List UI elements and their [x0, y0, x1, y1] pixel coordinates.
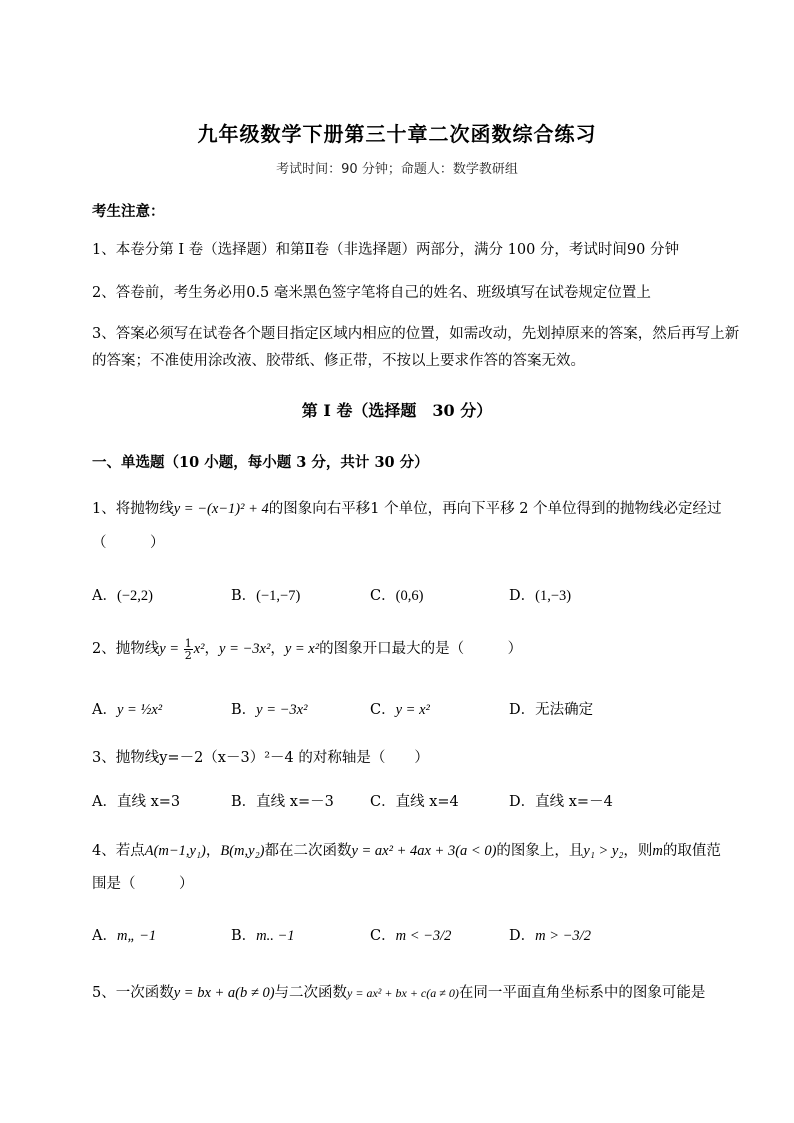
option-letter: A．	[92, 794, 117, 810]
option-letter: C．	[370, 588, 396, 604]
option-b[interactable]	[231, 584, 300, 605]
option-letter: B．	[231, 588, 257, 604]
formula: B(m,y₂)	[220, 843, 265, 859]
formula: x²	[193, 641, 205, 657]
option-text: y = x²	[395, 702, 430, 718]
question-text: 的图象开口最大的是（ ）	[319, 641, 523, 657]
option-a[interactable]	[92, 698, 162, 719]
notes-heading: 考生注意：	[92, 203, 165, 220]
option-c[interactable]	[370, 790, 459, 811]
option-d[interactable]	[509, 698, 593, 719]
question-number: 2、	[92, 641, 116, 657]
option-letter: C．	[370, 794, 396, 810]
question-text: 的图象向右平移1 个单位，再向下平移 2 个单位得到的抛物线必定经过	[268, 501, 722, 517]
formula: y = bx + a(b ≠ 0)	[173, 985, 275, 1001]
question-text: 抛物线	[115, 641, 160, 657]
option-text: 直线 x=－4	[535, 794, 613, 810]
option-letter: A．	[92, 588, 117, 604]
option-letter: B．	[231, 794, 257, 810]
question-1	[92, 496, 752, 523]
option-letter: D．	[509, 702, 536, 718]
answer-blank: （ ）	[92, 535, 165, 551]
question-text: 在同一平面直角坐标系中的图象可能是	[458, 985, 706, 1001]
option-letter: D．	[509, 928, 536, 944]
option-letter: A．	[92, 702, 117, 718]
option-text: 无法确定	[535, 702, 594, 718]
option-d[interactable]	[509, 790, 613, 811]
formula: y = ax² + bx + c(a ≠ 0)	[347, 986, 459, 1000]
option-d[interactable]	[509, 924, 591, 945]
question-text: 与二次函数	[274, 985, 348, 1001]
option-letter: C．	[370, 702, 396, 718]
part-heading: 一、单选题（10 小题，每小题 3 分，共计 30 分）	[92, 454, 429, 471]
option-a[interactable]	[92, 924, 156, 945]
question-text: 一次函数	[115, 985, 174, 1001]
fraction	[184, 638, 193, 661]
page-title: 九年级数学下册第三十章二次函数综合练习	[197, 122, 597, 146]
separator: ，	[204, 641, 220, 657]
question-2	[92, 636, 752, 663]
option-c[interactable]	[370, 924, 451, 945]
note-item-3: 3、答案必须写在试卷各个题目指定区域内相应的位置，如需改动，先划掉原来的答案，然后再写上新的答案；不准使用涂改液、胶带纸、修正带，不按以上要求作答的答案无效。	[92, 326, 740, 369]
formula: y = ax² + 4ax + 3(a < 0)	[351, 843, 497, 859]
question-text: 将抛物线	[115, 501, 174, 517]
option-text: (1,−3)	[535, 588, 572, 604]
formula: y =	[159, 641, 183, 657]
option-text: 直线 x=3	[116, 794, 181, 810]
option-c[interactable]	[370, 698, 430, 719]
option-text: m„ −1	[116, 928, 157, 944]
formula: m	[652, 843, 663, 859]
option-text: (0,6)	[395, 588, 424, 604]
fraction-denominator: 2	[184, 648, 192, 662]
option-text: m < −3/2	[395, 928, 452, 944]
question-text: 都在二次函数	[264, 843, 352, 859]
question-text: 抛物线y=－2（x－3）²－4 的对称轴是（ ）	[115, 750, 429, 766]
option-text: y = ½x²	[116, 702, 163, 718]
option-letter: B．	[231, 928, 257, 944]
question-number: 4、	[92, 843, 116, 859]
option-text: (−1,−7)	[256, 588, 301, 604]
option-b[interactable]	[231, 698, 307, 719]
option-letter: D．	[509, 588, 536, 604]
option-c[interactable]	[370, 584, 423, 605]
fraction-numerator: 1	[184, 636, 192, 650]
question-text: 若点	[115, 843, 145, 859]
note-item-1: 1、本卷分第 I 卷（选择题）和第Ⅱ卷（非选择题）两部分，满分 100 分，考试时间90 分钟	[92, 242, 679, 258]
formula: A(m−1,y₁)	[144, 843, 206, 859]
option-text: m.. −1	[256, 928, 295, 944]
section-title: 第 I 卷（选择题 30 分）	[301, 401, 493, 420]
option-text: y = −3x²	[256, 702, 308, 718]
question-number: 5、	[92, 985, 116, 1001]
exam-info: 考试时间：90 分钟；命题人：数学教研组	[276, 162, 518, 177]
option-b[interactable]	[231, 790, 334, 811]
option-letter: B．	[231, 702, 257, 718]
question-number: 1、	[92, 501, 116, 517]
question-4-line2: 围是（ ）	[92, 876, 194, 892]
question-text: 的图象上，且	[496, 843, 584, 859]
question-text: 的取值范	[662, 843, 721, 859]
formula: y = −3x²	[219, 641, 271, 657]
question-number: 3、	[92, 750, 116, 766]
separator: ，	[205, 843, 221, 859]
option-text: 直线 x=4	[395, 794, 459, 810]
option-a[interactable]	[92, 790, 180, 811]
formula: y₁ > y₂	[583, 843, 624, 859]
option-text: (−2,2)	[116, 588, 153, 604]
question-4	[92, 838, 752, 865]
option-text: 直线 x=－3	[256, 794, 334, 810]
option-text: m > −3/2	[535, 928, 591, 944]
option-letter: C．	[370, 928, 396, 944]
question-3	[92, 745, 742, 772]
separator: ，	[270, 641, 285, 657]
question-text: ，则	[623, 843, 653, 859]
option-d[interactable]	[509, 584, 571, 605]
note-item-2: 2、答卷前，考生务必用0.5 毫米黑色签字笔将自己的姓名、班级填写在试卷规定位置上	[92, 285, 651, 301]
formula: y = x²	[284, 641, 320, 657]
formula: y = −(x−1)² + 4	[173, 501, 269, 517]
option-letter: A．	[92, 928, 117, 944]
option-letter: D．	[509, 794, 536, 810]
option-b[interactable]	[231, 924, 295, 945]
question-5	[92, 980, 752, 1007]
option-a[interactable]	[92, 584, 153, 605]
